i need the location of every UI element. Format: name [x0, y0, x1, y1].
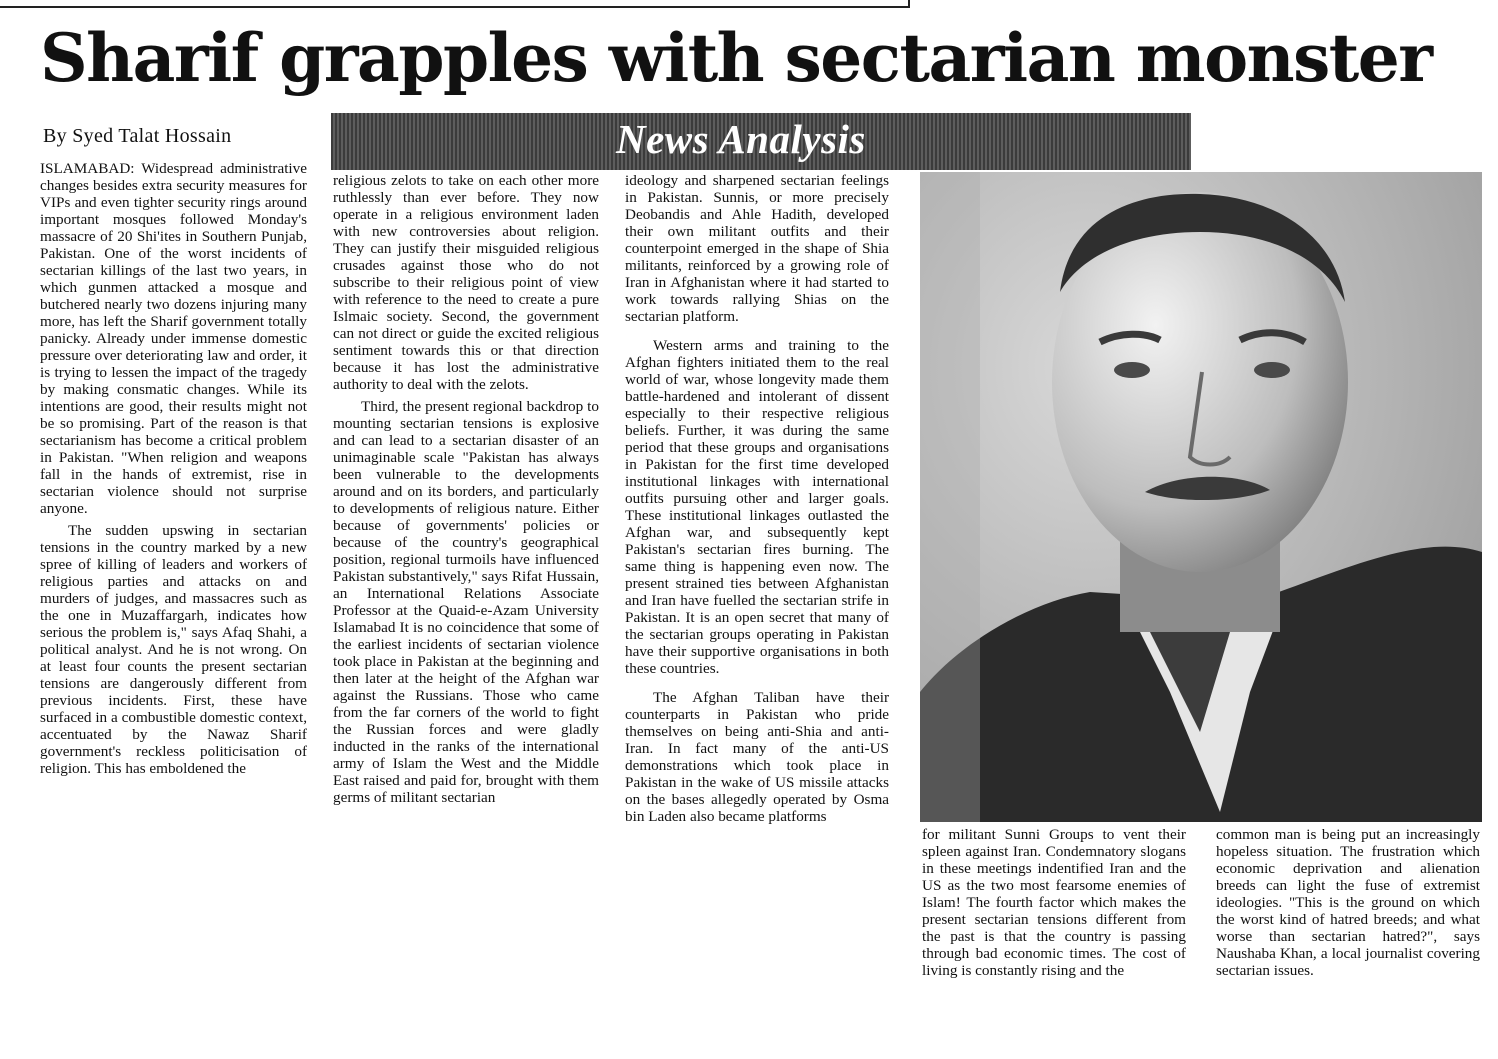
article-column-3	[625, 172, 889, 1020]
portrait-photo	[920, 172, 1482, 822]
article-paragraph: ideology and sharpened sectarian feelings in Pakistan. Sunnis, or more precisely Deobandis and Ahle Hadith, developed their own militant outfits and their counterpoint emerged in the shape of Shia militants, reinforced by a growing role of Iran in Afghanistan where it had started to work towards rallying Shias on the sectarian platform.	[625, 172, 889, 325]
top-rule	[0, 0, 910, 8]
article-paragraph: common man is being put an increasingly hopeless situation. The frustration which economic deprivation and alienation breeds can light the fuse of extremist ideologies. "This is the ground on which the worst kind of hatred breeds; and what worse than sectarian hatred?", says Naushaba Khan, a local journalist covering sectarian issues.	[1216, 826, 1480, 979]
article-column-1	[40, 160, 307, 1040]
article-paragraph: ISLAMABAD: Widespread administrative changes besides extra security measures for VIPs and even tighter security rings around important mosques followed Monday's massacre of 20 Shi'ites in Southern Punjab, Pakistan. One of the worst incidents of sectarian killings of the last two years, in which gunmen attacked a mosque and butchered nearly two dozens injuring many more, has left the Sharif government totally panicky. Already under immense domestic pressure over deteriorating law and order, it is trying to lessen the impact of the tragedy by making consmatic changes. While its intentions are good, their results might not be so promising. Part of the reason is that sectarianism has become a critical problem in Pakistan. "When religion and weapons fall in the hands of extremist, rise in sectarian violence should not surprise anyone.	[40, 160, 307, 517]
article-column-5	[1216, 826, 1480, 1036]
article-paragraph: The sudden upswing in sectarian tensions in the country marked by a new spree of killing of leaders and workers of religious parties and attacks on and murders of judges, and massacres such as the one in Muzaffargarh, indicates how serious the problem is," says Afaq Shahi, a political analyst. And he is not wrong. On at least four counts the present sectarian tensions are dangerously different from previous incidents. First, these have surfaced in a combustible domestic context, accentuated by the Nawaz Sharif government's reckless politicisation of religion. This has emboldened the	[40, 522, 307, 777]
article-paragraph: The Afghan Taliban have their counterparts in Pakistan who pride themselves on being anti-Shia and anti-Iran. In fact many of the anti-US demonstrations which took place in Pakistan in the wake of US missile attacks on the bases allegedly operated by Osma bin Laden also became platforms	[625, 689, 889, 825]
article-column-4	[922, 826, 1186, 1036]
headline: Sharif grapples with sectarian monster	[40, 19, 1432, 97]
article-paragraph: for militant Sunni Groups to vent their spleen against Iran. Condemnatory slogans in these meetings indentified Iran and the US as the two most fearsome enemies of Islam! The fourth factor which makes the present sectarian tensions different from the past is that the country is passing through bad economic times. The cost of living is constantly rising and the	[922, 826, 1186, 979]
article-column-2	[333, 172, 599, 1018]
banner-label: News Analysis	[616, 116, 866, 162]
byline: By Syed Talat Hossain	[43, 125, 232, 147]
article-paragraph: religious zelots to take on each other more ruthlessly than ever before. They now operate in a religious environment laden with new controversies about religion. They can justify their misguided religious crusades against those who do not subscribe to their religious point of view with reference to the need to create a pure Islmaic society. Second, the government can not direct or guide the excited religious sentiment towards this or that direction because it has lost the administrative authority to deal with the zelots.	[333, 172, 599, 393]
portrait-photo-icon	[920, 172, 1482, 822]
article-paragraph: Western arms and training to the Afghan fighters initiated them to the real world of war, whose longevity made them battle-hardened and intolerant of dissent especially to their respective religious beliefs. Further, it was during the same period that these groups and organisations in Pakistan for the first time developed institutional linkages with international outfits pursuing other and larger goals. These institutional linkages outlasted the Afghan war, and subsequently kept Pakistan's sectarian fires burning. The same thing is happening even now. The present strained ties between Afghanistan and Iran have fuelled the sectarian strife in Pakistan. It is an open secret that many of the sectarian groups operating in Pakistan have their supportive organisations in both these countries.	[625, 337, 889, 677]
article-paragraph: Third, the present regional backdrop to mounting sectarian tensions is explosive and can lead to a sectarian disaster of an unimaginable scale "Pakistan has always been vulnerable to the developments around and on its borders, and particularly to developments of religious nature. Either because of governments' policies or because of the country's geographical position, regional turmoils have influenced Pakistan substantively," says Rifat Hussain, an International Relations Associate Professor at the Quaid-e-Azam University Islamabad It is no coincidence that some of the earliest incidents of sectarian violence took place in Pakistan at the beginning and then later at the height of the Afghan war against the Russians. Those who came from the far corners of the world to fight the Russian forces and were gladly inducted in the ranks of the international army of Islam the West and the Middle East raised and paid for, brought with them germs of militant sectarian	[333, 398, 599, 806]
news-analysis-banner	[331, 113, 1191, 170]
